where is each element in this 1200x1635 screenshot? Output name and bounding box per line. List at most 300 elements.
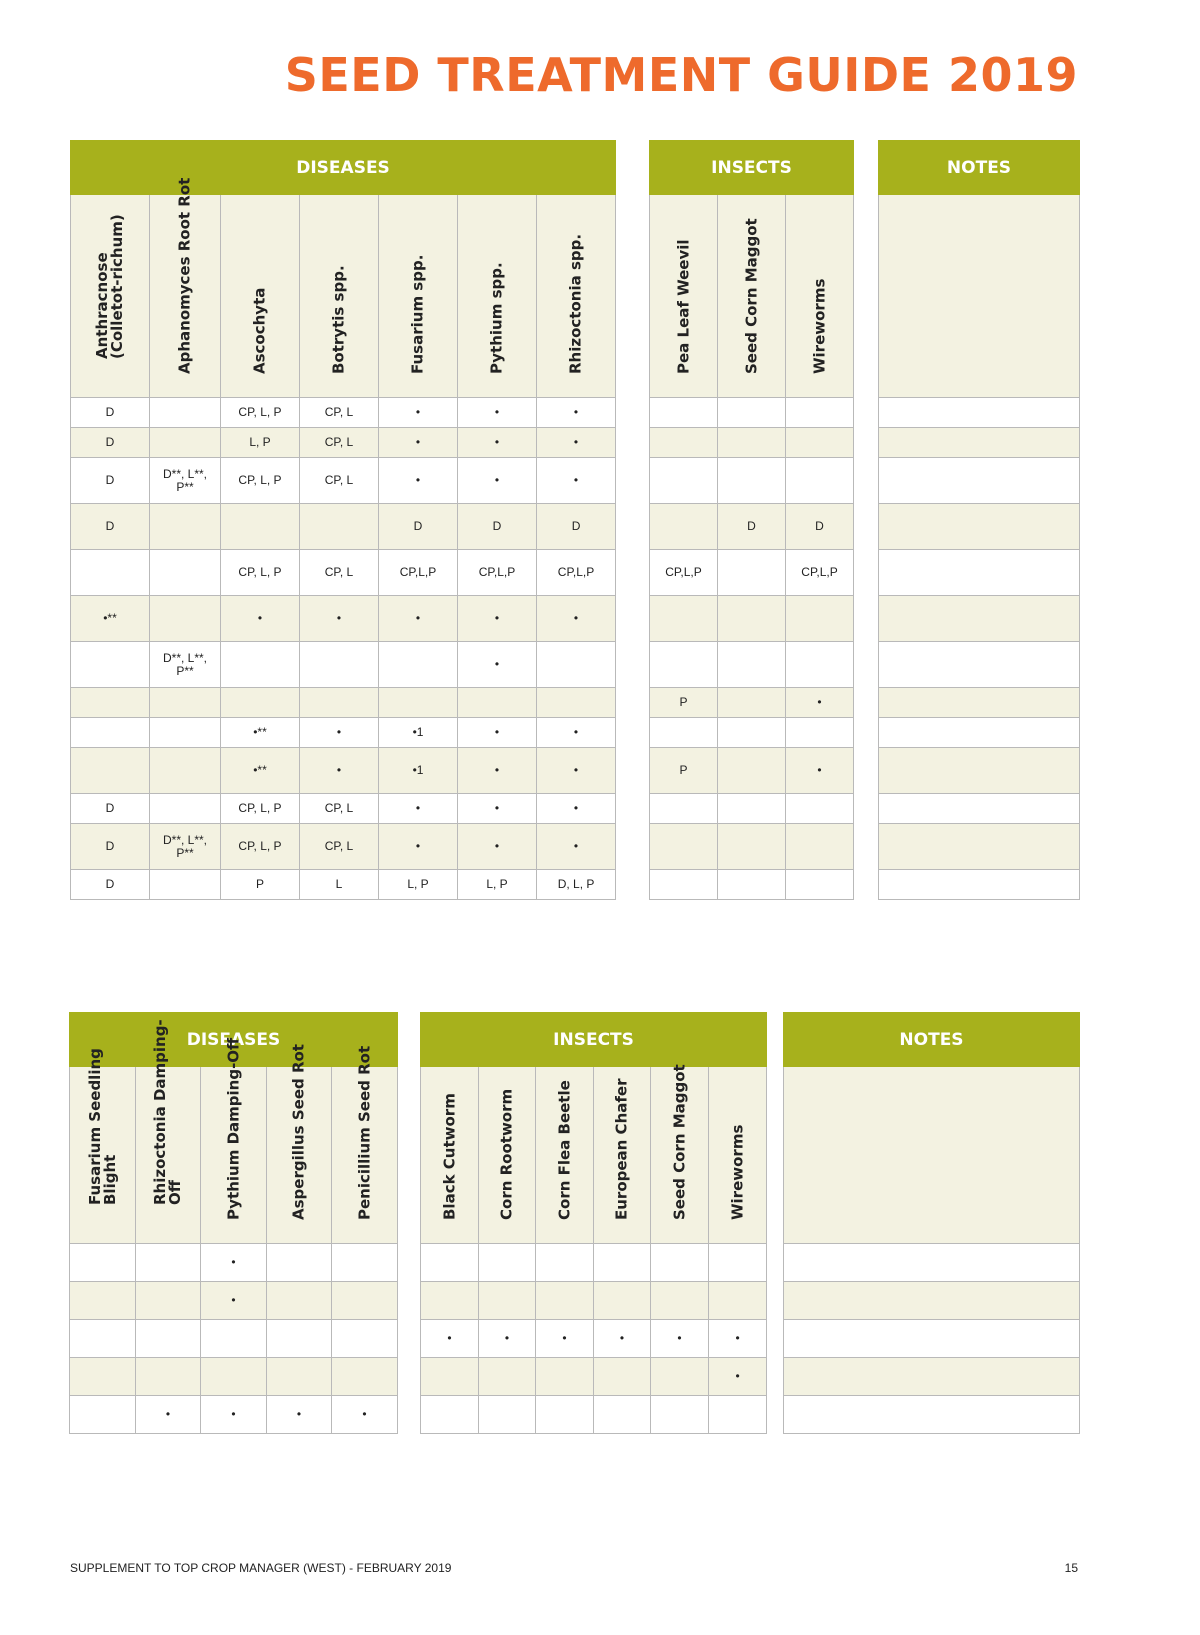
table-cell bbox=[70, 1396, 136, 1434]
column-header-black-cutworm bbox=[421, 1067, 479, 1244]
table-cell bbox=[458, 398, 537, 428]
cell-value: • bbox=[165, 1407, 171, 1421]
column-label: Wireworms bbox=[810, 278, 829, 374]
cell-value: • bbox=[296, 1407, 302, 1421]
table-cell bbox=[136, 1320, 201, 1358]
table-cell bbox=[221, 428, 300, 458]
table-cell bbox=[267, 1320, 332, 1358]
table-cell bbox=[718, 596, 786, 642]
table-cell bbox=[786, 688, 854, 718]
notes-row bbox=[784, 1244, 1080, 1282]
table-cell bbox=[594, 1358, 651, 1396]
table-cell bbox=[221, 642, 300, 688]
table-cell bbox=[150, 824, 221, 870]
table-cell bbox=[221, 596, 300, 642]
table-cell bbox=[379, 550, 458, 596]
table-cell bbox=[458, 428, 537, 458]
table-row bbox=[71, 718, 616, 748]
notes-cell[interactable] bbox=[879, 688, 1080, 718]
table-row bbox=[650, 596, 854, 642]
table-cell bbox=[786, 596, 854, 642]
table-cell bbox=[537, 870, 616, 900]
table-cell bbox=[786, 458, 854, 504]
table-cell bbox=[651, 1244, 709, 1282]
section-header: DISEASES bbox=[71, 141, 616, 195]
cell-value: • bbox=[619, 1331, 625, 1345]
cell-value: D bbox=[105, 519, 115, 533]
cell-value: • bbox=[415, 801, 421, 815]
table-row bbox=[71, 398, 616, 428]
notes-cell[interactable] bbox=[879, 794, 1080, 824]
table-cell bbox=[332, 1358, 398, 1396]
table-row bbox=[70, 1282, 398, 1320]
table-cell bbox=[150, 642, 221, 688]
column-label: Black Cutworm bbox=[440, 1093, 458, 1220]
cell-value: CP, L bbox=[324, 405, 354, 419]
table-cell bbox=[458, 688, 537, 718]
column-header-seed-corn-maggot bbox=[718, 195, 786, 398]
cell-value: P bbox=[679, 695, 688, 709]
table-cell bbox=[718, 688, 786, 718]
table-row bbox=[70, 1396, 398, 1434]
column-label: Wireworms bbox=[728, 1124, 747, 1220]
table-cell bbox=[650, 870, 718, 900]
cell-value: • bbox=[562, 1331, 567, 1345]
notes-cell[interactable] bbox=[879, 870, 1080, 900]
column-label: Fusarium spp. bbox=[408, 254, 427, 374]
notes-row bbox=[784, 1358, 1080, 1396]
table-cell bbox=[458, 458, 537, 504]
table-cell bbox=[221, 794, 300, 824]
table-cell bbox=[221, 398, 300, 428]
table-cell bbox=[718, 870, 786, 900]
table-cell bbox=[536, 1244, 594, 1282]
table-cell bbox=[71, 642, 150, 688]
table-cell bbox=[221, 748, 300, 794]
table-cell bbox=[650, 550, 718, 596]
column-label: Rhizoctonia spp. bbox=[566, 233, 585, 374]
table-cell bbox=[201, 1244, 267, 1282]
cell-value: •** bbox=[103, 611, 117, 625]
cell-value: CP,L,P bbox=[665, 565, 702, 579]
table-cell bbox=[150, 398, 221, 428]
table-cell bbox=[379, 718, 458, 748]
table-cell bbox=[201, 1396, 267, 1434]
column-header-fusarium-spp bbox=[379, 195, 458, 398]
table-cell bbox=[221, 550, 300, 596]
cell-value: D bbox=[105, 839, 115, 853]
table-cell bbox=[786, 794, 854, 824]
table-cell bbox=[536, 1320, 594, 1358]
table-row bbox=[650, 718, 854, 748]
table-cell bbox=[300, 642, 379, 688]
cell-value: L, P bbox=[407, 877, 429, 891]
table-cell bbox=[332, 1244, 398, 1282]
column-header-wireworms bbox=[786, 195, 854, 398]
table-cell bbox=[379, 596, 458, 642]
column-label: Pea Leaf Weevil bbox=[674, 239, 692, 374]
cell-value: • bbox=[817, 763, 822, 777]
table-cell bbox=[650, 398, 718, 428]
table-cell bbox=[651, 1282, 709, 1320]
table-row bbox=[71, 688, 616, 718]
table-cell bbox=[300, 504, 379, 550]
table-cell bbox=[421, 1282, 479, 1320]
cell-value: D**, L**, P** bbox=[162, 650, 208, 678]
table-cell bbox=[136, 1282, 201, 1320]
table-cell bbox=[786, 748, 854, 794]
table-cell bbox=[379, 504, 458, 550]
cell-value: • bbox=[494, 657, 500, 671]
column-header-european-chafer bbox=[594, 1067, 651, 1244]
cell-value: • bbox=[494, 611, 500, 625]
table-cell bbox=[150, 458, 221, 504]
table-cell bbox=[150, 718, 221, 748]
table-row bbox=[71, 870, 616, 900]
table-cell bbox=[71, 596, 150, 642]
cell-value: • bbox=[415, 435, 421, 449]
table-cell bbox=[136, 1244, 201, 1282]
table-cell bbox=[379, 398, 458, 428]
cell-value: • bbox=[336, 763, 342, 777]
cell-value: • bbox=[573, 435, 579, 449]
table-cell bbox=[718, 504, 786, 550]
table-cell bbox=[300, 718, 379, 748]
table-cell bbox=[71, 870, 150, 900]
cell-value: • bbox=[494, 473, 500, 487]
table-row bbox=[71, 824, 616, 870]
cell-value: D, L, P bbox=[557, 877, 595, 891]
cell-value: P bbox=[679, 763, 688, 777]
cell-value: D**, L**, P** bbox=[162, 832, 208, 860]
cell-value: • bbox=[336, 725, 342, 739]
notes-cell[interactable] bbox=[879, 428, 1080, 458]
table-row bbox=[70, 1358, 398, 1396]
table-cell bbox=[709, 1282, 767, 1320]
cell-value: • bbox=[735, 1331, 740, 1345]
table-cell bbox=[650, 596, 718, 642]
table-cell bbox=[458, 504, 537, 550]
table-cell bbox=[70, 1358, 136, 1396]
table-cell bbox=[458, 870, 537, 900]
notes-row bbox=[879, 824, 1080, 870]
notes-cell[interactable] bbox=[784, 1244, 1080, 1282]
table-cell bbox=[594, 1320, 651, 1358]
cell-value: L, P bbox=[249, 435, 271, 449]
table-cell bbox=[379, 870, 458, 900]
cell-value: CP, L, P bbox=[238, 839, 282, 853]
cell-value: • bbox=[573, 611, 579, 625]
cell-value: • bbox=[231, 1407, 236, 1421]
table-cell bbox=[594, 1244, 651, 1282]
table-cell bbox=[718, 642, 786, 688]
column-header-anthracnose-colletot-richum bbox=[71, 195, 150, 398]
table-cell bbox=[786, 718, 854, 748]
table-cell bbox=[300, 824, 379, 870]
cell-value: D bbox=[105, 877, 115, 891]
table-row bbox=[70, 1320, 398, 1358]
table-cell bbox=[332, 1282, 398, 1320]
table-cell bbox=[201, 1282, 267, 1320]
cell-value: D bbox=[413, 519, 423, 533]
table-cell bbox=[786, 870, 854, 900]
table-cell bbox=[537, 458, 616, 504]
table-cell bbox=[71, 428, 150, 458]
table-cell bbox=[300, 458, 379, 504]
table-cell bbox=[221, 718, 300, 748]
table-cell bbox=[71, 688, 150, 718]
cell-value: D bbox=[105, 473, 115, 487]
table-cell bbox=[71, 824, 150, 870]
table-cell bbox=[71, 398, 150, 428]
table-cell bbox=[650, 718, 718, 748]
top-diseases-table bbox=[70, 140, 616, 900]
section-header: NOTES bbox=[784, 1013, 1080, 1067]
table-cell bbox=[300, 688, 379, 718]
table-cell bbox=[70, 1320, 136, 1358]
column-label: Seed Corn Maggot bbox=[742, 218, 760, 374]
table-cell bbox=[537, 428, 616, 458]
table-cell bbox=[536, 1282, 594, 1320]
notes-row bbox=[879, 794, 1080, 824]
cell-value: • bbox=[494, 435, 500, 449]
table-cell bbox=[537, 504, 616, 550]
notes-row bbox=[879, 688, 1080, 718]
table-cell bbox=[458, 718, 537, 748]
notes-cell[interactable] bbox=[879, 550, 1080, 596]
notes-cell[interactable] bbox=[879, 748, 1080, 794]
table-cell bbox=[650, 748, 718, 794]
table-cell bbox=[786, 642, 854, 688]
table-cell bbox=[537, 748, 616, 794]
table-cell bbox=[718, 748, 786, 794]
table-cell bbox=[458, 596, 537, 642]
notes-row bbox=[879, 458, 1080, 504]
cell-value: D bbox=[105, 801, 115, 815]
table-cell bbox=[71, 718, 150, 748]
cell-value: • bbox=[415, 611, 421, 625]
cell-value: • bbox=[494, 405, 500, 419]
cell-value: CP, L bbox=[324, 801, 354, 815]
table-cell bbox=[536, 1358, 594, 1396]
table-cell bbox=[201, 1358, 267, 1396]
cell-value: CP,L,P bbox=[557, 565, 595, 579]
cell-value: • bbox=[494, 725, 500, 739]
column-label: Penicillium Seed Rot bbox=[355, 1045, 374, 1220]
notes-cell[interactable] bbox=[879, 824, 1080, 870]
table-row bbox=[71, 458, 616, 504]
table-row bbox=[421, 1320, 767, 1358]
table-row bbox=[650, 748, 854, 794]
column-header-wireworms bbox=[709, 1067, 767, 1244]
bottom-diseases-table bbox=[69, 1012, 398, 1434]
table-cell bbox=[718, 550, 786, 596]
table-row bbox=[71, 504, 616, 550]
table-cell bbox=[718, 824, 786, 870]
cell-value: • bbox=[817, 695, 822, 709]
column-header-corn-flea-beetle bbox=[536, 1067, 594, 1244]
table-cell bbox=[150, 428, 221, 458]
table-cell bbox=[786, 550, 854, 596]
column-label: Corn Rootworm bbox=[497, 1088, 516, 1220]
table-row bbox=[421, 1244, 767, 1282]
footer-publication: SUPPLEMENT TO TOP CROP MANAGER (WEST) - FEBRUARY 2019 bbox=[70, 1561, 452, 1575]
table-cell bbox=[786, 428, 854, 458]
top-insects-table bbox=[649, 140, 854, 900]
table-row bbox=[650, 688, 854, 718]
table-row bbox=[421, 1358, 767, 1396]
table-cell bbox=[267, 1282, 332, 1320]
notes-row bbox=[879, 870, 1080, 900]
column-header-rhizoctonia-damping-off bbox=[136, 1019, 201, 1244]
table-cell bbox=[479, 1358, 536, 1396]
section-header: INSECTS bbox=[421, 1013, 767, 1067]
cell-value: D**, L**, P** bbox=[162, 466, 208, 494]
table-cell bbox=[300, 596, 379, 642]
notes-cell[interactable] bbox=[784, 1396, 1080, 1434]
page-title: SEED TREATMENT GUIDE 2019 bbox=[284, 48, 1078, 102]
table-cell bbox=[150, 748, 221, 794]
notes-row bbox=[784, 1396, 1080, 1434]
cell-value: CP, L bbox=[324, 473, 354, 487]
notes-row bbox=[879, 550, 1080, 596]
table-cell bbox=[537, 824, 616, 870]
notes-cell[interactable] bbox=[784, 1358, 1080, 1396]
table-cell bbox=[221, 688, 300, 718]
section-header: INSECTS bbox=[650, 141, 854, 195]
table-cell bbox=[718, 794, 786, 824]
table-row bbox=[650, 824, 854, 870]
table-row bbox=[650, 504, 854, 550]
notes-row bbox=[879, 642, 1080, 688]
column-header-rhizoctonia-spp bbox=[537, 195, 616, 398]
notes-cell[interactable] bbox=[879, 642, 1080, 688]
column-label: Fusarium Seedling Blight bbox=[85, 1048, 119, 1205]
table-row bbox=[71, 550, 616, 596]
table-cell bbox=[479, 1282, 536, 1320]
table-row bbox=[70, 1244, 398, 1282]
notes-cell[interactable] bbox=[879, 596, 1080, 642]
cell-value: CP, L, P bbox=[238, 405, 282, 419]
table-cell bbox=[379, 824, 458, 870]
cell-value: • bbox=[231, 1293, 236, 1307]
notes-cell[interactable] bbox=[784, 1320, 1080, 1358]
column-header-pea-leaf-weevil bbox=[650, 195, 718, 398]
table-cell bbox=[421, 1244, 479, 1282]
table-cell bbox=[650, 458, 718, 504]
table-cell bbox=[300, 428, 379, 458]
table-cell bbox=[479, 1320, 536, 1358]
cell-value: •** bbox=[253, 725, 267, 739]
cell-value: D bbox=[105, 435, 115, 449]
table-cell bbox=[221, 504, 300, 550]
cell-value: • bbox=[573, 839, 579, 853]
cell-value: L bbox=[335, 877, 343, 891]
table-cell bbox=[150, 550, 221, 596]
table-cell bbox=[650, 642, 718, 688]
cell-value: CP, L, P bbox=[238, 801, 282, 815]
notes-cell[interactable] bbox=[784, 1282, 1080, 1320]
notes-header-space bbox=[879, 195, 1080, 398]
notes-cell[interactable] bbox=[879, 718, 1080, 748]
column-header-ascochyta bbox=[221, 195, 300, 398]
table-cell bbox=[709, 1320, 767, 1358]
cell-value: • bbox=[573, 405, 579, 419]
table-cell bbox=[379, 428, 458, 458]
table-row bbox=[71, 748, 616, 794]
notes-cell[interactable] bbox=[879, 398, 1080, 428]
table-cell bbox=[421, 1358, 479, 1396]
table-cell bbox=[300, 748, 379, 794]
table-row bbox=[71, 596, 616, 642]
cell-value: • bbox=[447, 1331, 452, 1345]
column-header-pythium-damping-off bbox=[201, 1037, 267, 1244]
section-header: NOTES bbox=[879, 141, 1080, 195]
column-label: European Chafer bbox=[612, 1078, 631, 1220]
column-header-corn-rootworm bbox=[479, 1067, 536, 1244]
table-row bbox=[650, 458, 854, 504]
table-cell bbox=[458, 550, 537, 596]
page-number: 15 bbox=[1064, 1561, 1078, 1575]
table-cell bbox=[718, 458, 786, 504]
table-cell bbox=[718, 398, 786, 428]
table-cell bbox=[479, 1396, 536, 1434]
table-cell bbox=[458, 748, 537, 794]
notes-row bbox=[879, 398, 1080, 428]
table-row bbox=[71, 428, 616, 458]
table-cell bbox=[537, 398, 616, 428]
cell-value: • bbox=[677, 1331, 682, 1345]
table-cell bbox=[71, 550, 150, 596]
table-cell bbox=[536, 1396, 594, 1434]
table-cell bbox=[537, 794, 616, 824]
table-cell bbox=[221, 870, 300, 900]
table-cell bbox=[458, 794, 537, 824]
cell-value: D bbox=[571, 519, 581, 533]
cell-value: CP,L,P bbox=[801, 565, 838, 579]
cell-value: CP, L bbox=[324, 839, 354, 853]
table-row bbox=[650, 794, 854, 824]
table-cell bbox=[537, 596, 616, 642]
table-cell bbox=[709, 1358, 767, 1396]
notes-row bbox=[784, 1282, 1080, 1320]
cell-value: CP, L, P bbox=[238, 565, 282, 579]
table-cell bbox=[379, 688, 458, 718]
column-label: Pythium Damping-Off bbox=[224, 1037, 242, 1220]
table-cell bbox=[594, 1396, 651, 1434]
notes-cell[interactable] bbox=[879, 458, 1080, 504]
column-header-aspergillus-seed-rot bbox=[267, 1044, 332, 1244]
table-row bbox=[650, 398, 854, 428]
table-cell bbox=[537, 642, 616, 688]
column-label: Aphanomyces Root Rot bbox=[175, 177, 194, 374]
column-header-botrytis-spp bbox=[300, 195, 379, 398]
table-cell bbox=[150, 794, 221, 824]
notes-cell[interactable] bbox=[879, 504, 1080, 550]
table-cell bbox=[651, 1320, 709, 1358]
column-label: Seed Corn Maggot bbox=[670, 1064, 688, 1220]
table-cell bbox=[332, 1396, 398, 1434]
section-header: DISEASES bbox=[70, 1013, 398, 1067]
column-label: Rhizoctonia Damping-Off bbox=[151, 1019, 184, 1205]
cell-value: • bbox=[735, 1369, 740, 1383]
column-header-penicillium-seed-rot bbox=[332, 1045, 398, 1244]
table-cell bbox=[786, 824, 854, 870]
table-cell bbox=[709, 1396, 767, 1434]
table-cell bbox=[379, 642, 458, 688]
cell-value: • bbox=[494, 763, 500, 777]
notes-row bbox=[879, 504, 1080, 550]
